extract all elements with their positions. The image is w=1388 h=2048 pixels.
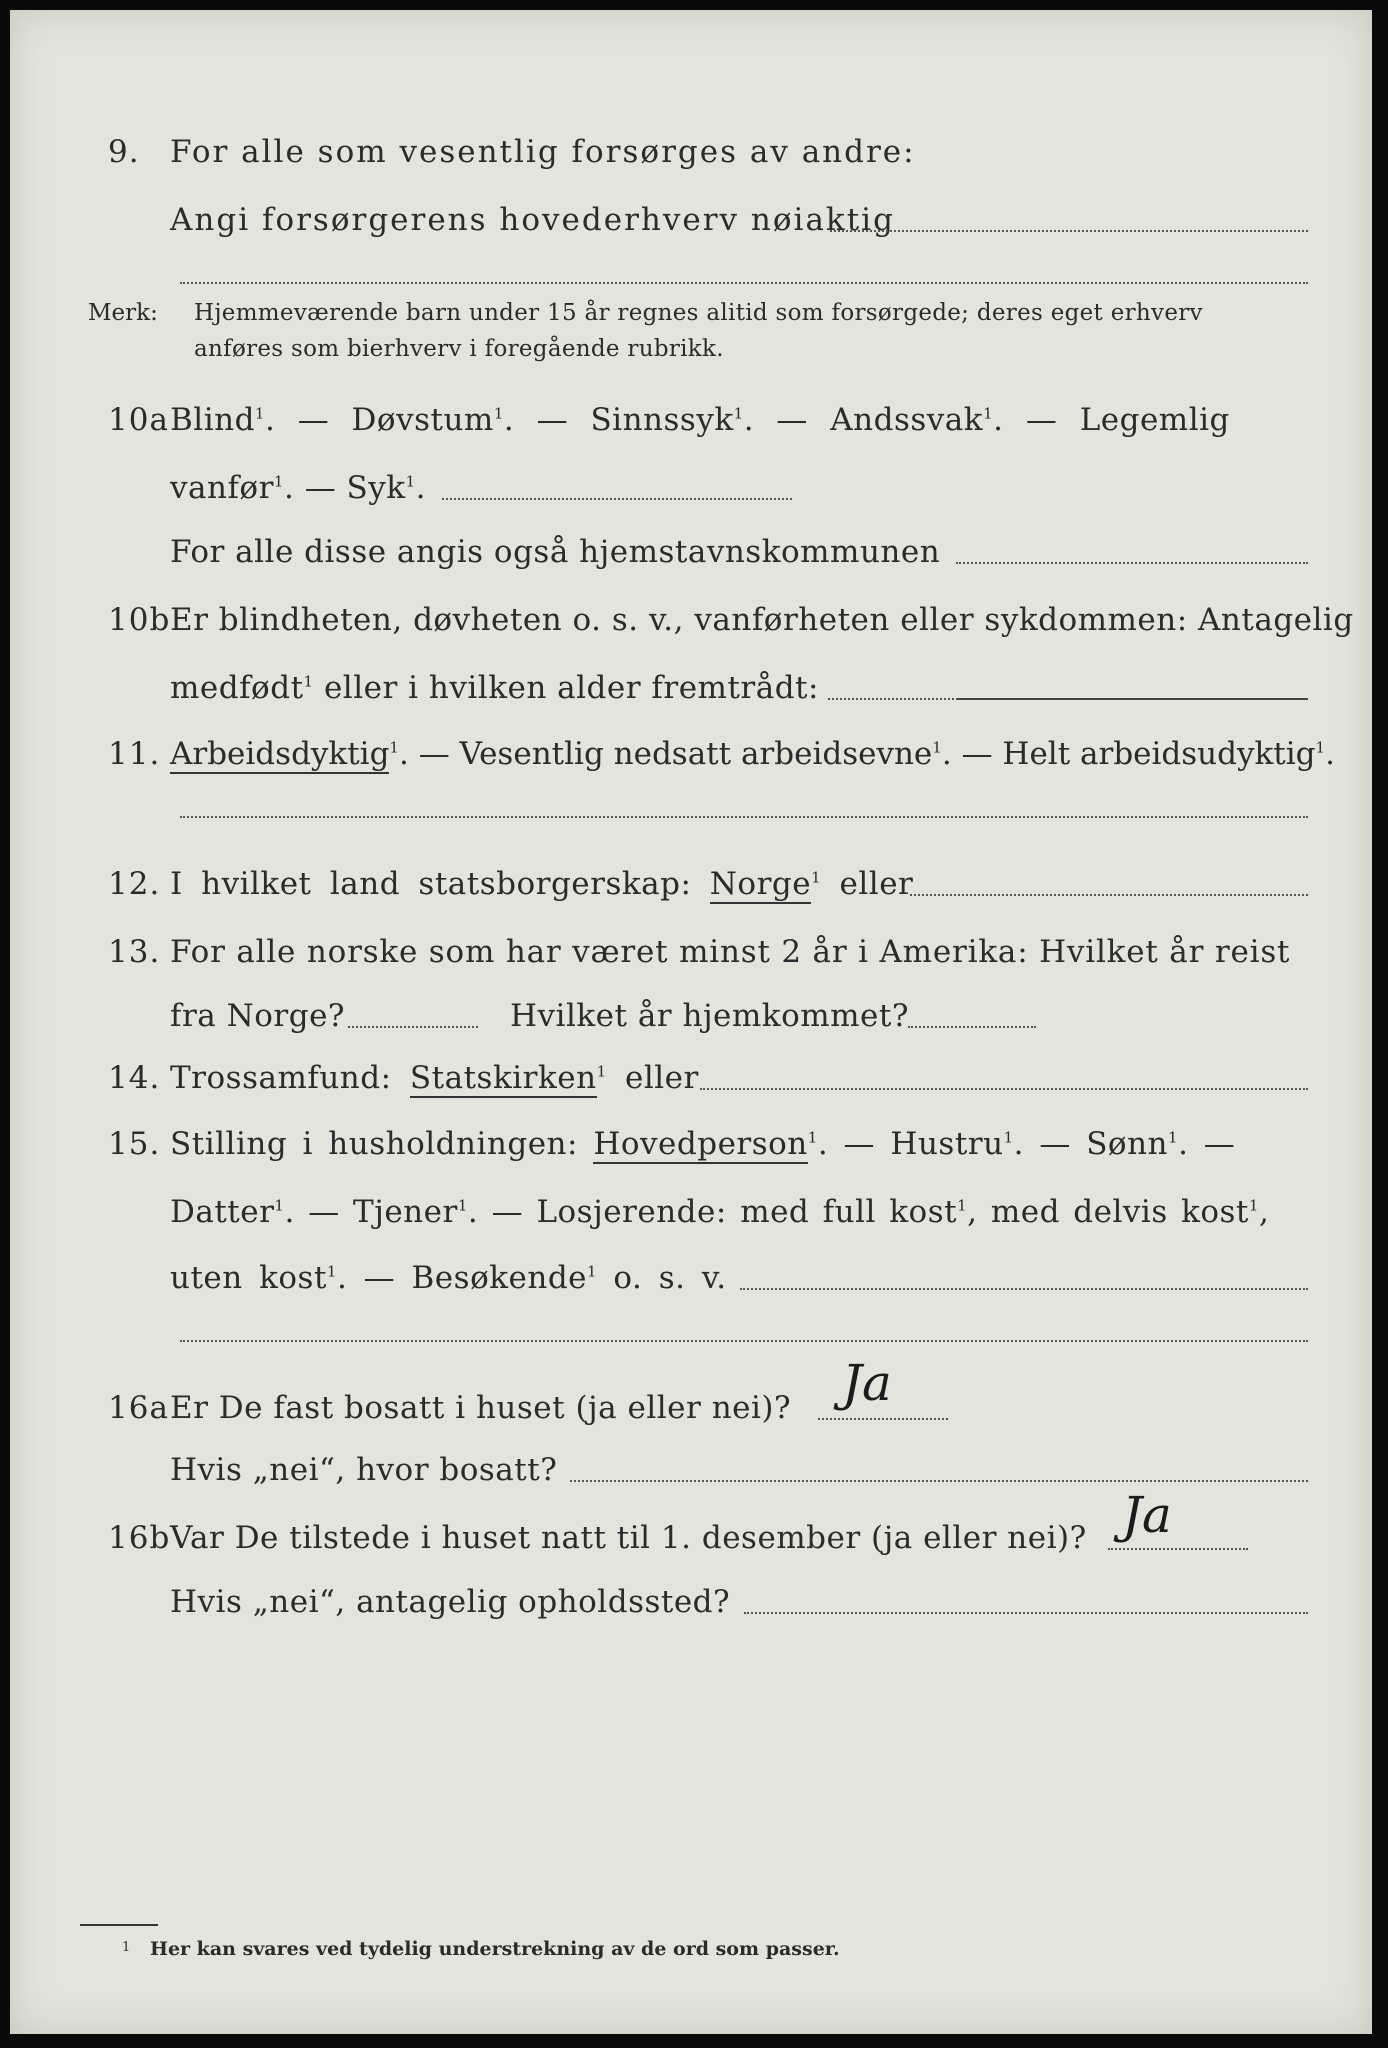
question-text: medfødt$^1$ eller i hvilken alder fremtrådt: (170, 670, 819, 706)
selected-option: Statskirken (409, 1060, 597, 1096)
question-number: 14. (108, 1060, 161, 1096)
question-15 (10, 1112, 1372, 1172)
question-text: Hvis „nei“, antagelig opholdssted? (170, 1584, 731, 1620)
question-text: Hvis „nei“, hvor bosatt? (170, 1452, 558, 1488)
question-text: Er De fast bosatt i huset (ja eller nei)? (170, 1390, 792, 1426)
note-label: Merk: (88, 300, 158, 326)
note-text: Hjemmeværende barn under 15 år regnes alitid som forsørgede; deres eget erhverv (194, 300, 1203, 326)
answer-line[interactable] (700, 1088, 1308, 1090)
question-13-line2 (10, 984, 1372, 1044)
question-15-line3 (10, 1246, 1372, 1306)
answer-line[interactable] (908, 1026, 1036, 1028)
question-text: vanfør$^1$. — Syk$^1$. (170, 470, 426, 506)
footnote-marker: 1 (122, 1940, 131, 1955)
answer-line[interactable] (956, 562, 1308, 564)
answer-line[interactable] (1108, 1548, 1248, 1550)
answer-line[interactable] (744, 1612, 1308, 1614)
census-form-page (10, 10, 1372, 2034)
question-text: fra Norge? (170, 998, 346, 1034)
question-text: Hvilket år hjemkommet? (510, 998, 909, 1034)
footnote-rule (80, 1924, 158, 1926)
question-10b-line2 (10, 656, 1372, 716)
selected-option: Hovedperson (593, 1126, 808, 1162)
question-number: 16a (108, 1390, 169, 1426)
handwritten-answer: Ja (1122, 1486, 1172, 1544)
answer-line[interactable] (442, 498, 792, 500)
question-12 (10, 852, 1372, 912)
question-text: For alle norske som har været minst 2 år i Amerika: Hvilket år reist (170, 934, 1291, 970)
selected-option: Norge (709, 866, 812, 902)
answer-line[interactable] (570, 1480, 1308, 1482)
answer-line[interactable] (910, 894, 1308, 896)
question-number: 13. (108, 934, 161, 970)
question-text: Var De tilstede i huset natt til 1. desember (ja eller nei)? (170, 1520, 1087, 1556)
question-11 (10, 722, 1372, 782)
answer-line[interactable] (180, 816, 1308, 818)
question-number: 16b (108, 1520, 171, 1556)
answer-line[interactable] (958, 698, 1308, 700)
answer-line[interactable] (818, 1418, 948, 1420)
answer-line[interactable] (740, 1288, 1308, 1290)
question-text: Angi forsørgerens hovederhverv nøiaktig (170, 202, 895, 238)
question-10a (10, 388, 1372, 448)
question-text: Arbeidsdyktig$^1$. — Vesentlig nedsatt arbeidsevne$^1$. — Helt arbeidsudyktig$^1$. (170, 736, 1335, 772)
question-9 (10, 120, 1372, 180)
question-16a (10, 1376, 1372, 1436)
question-text: For alle disse angis også hjemstavnskommunen (170, 534, 941, 570)
answer-line[interactable] (180, 282, 1308, 284)
question-text: Trossamfund: Statskirken$^1$ eller (170, 1060, 699, 1096)
question-number: 12. (108, 866, 161, 902)
question-number: 15. (108, 1126, 161, 1162)
question-number: 11. (108, 736, 161, 772)
question-10a-line2 (10, 456, 1372, 516)
question-text: Blind$^1$. — Døvstum$^1$. — Sinnssyk$^1$. — Andssvak$^1$. — Legemlig (170, 402, 1230, 438)
question-text: For alle som vesentlig forsørges av andre: (170, 134, 916, 170)
question-number: 10a (108, 402, 169, 438)
answer-line[interactable] (830, 230, 1308, 232)
question-text: uten kost$^1$. — Besøkende$^1$ o. s. v. (170, 1260, 727, 1296)
question-text: Er blindheten, døvheten o. s. v., vanførheten eller sykdommen: Antagelig (170, 602, 1354, 638)
question-13 (10, 920, 1372, 980)
question-number: 9. (108, 134, 140, 170)
question-10a-line3 (10, 520, 1372, 580)
question-text: Stilling i husholdningen: Hovedperson$^1$. — Hustru$^1$. — Sønn$^1$. — (170, 1126, 1236, 1162)
selected-option: Arbeidsdyktig (170, 736, 390, 772)
handwritten-answer: Ja (842, 1354, 892, 1412)
answer-line[interactable] (828, 698, 958, 700)
question-16b-line2 (10, 1570, 1372, 1630)
question-10b (10, 588, 1372, 648)
question-text: Datter$^1$. — Tjener$^1$. — Losjerende: med full kost$^1$, med delvis kost$^1$, (170, 1194, 1270, 1230)
question-9-line2 (10, 188, 1372, 248)
question-number: 10b (108, 602, 171, 638)
question-15-line2 (10, 1180, 1372, 1240)
answer-line[interactable] (180, 1340, 1308, 1342)
question-14 (10, 1046, 1372, 1106)
question-text: I hvilket land statsborgerskap: Norge$^1$ eller (170, 866, 914, 902)
answer-line[interactable] (348, 1026, 478, 1028)
footnote-text: Her kan svares ved tydelig understrekning av de ord som passer. (150, 1938, 840, 1960)
note-text: anføres som bierhverv i foregående rubrikk. (194, 336, 724, 362)
